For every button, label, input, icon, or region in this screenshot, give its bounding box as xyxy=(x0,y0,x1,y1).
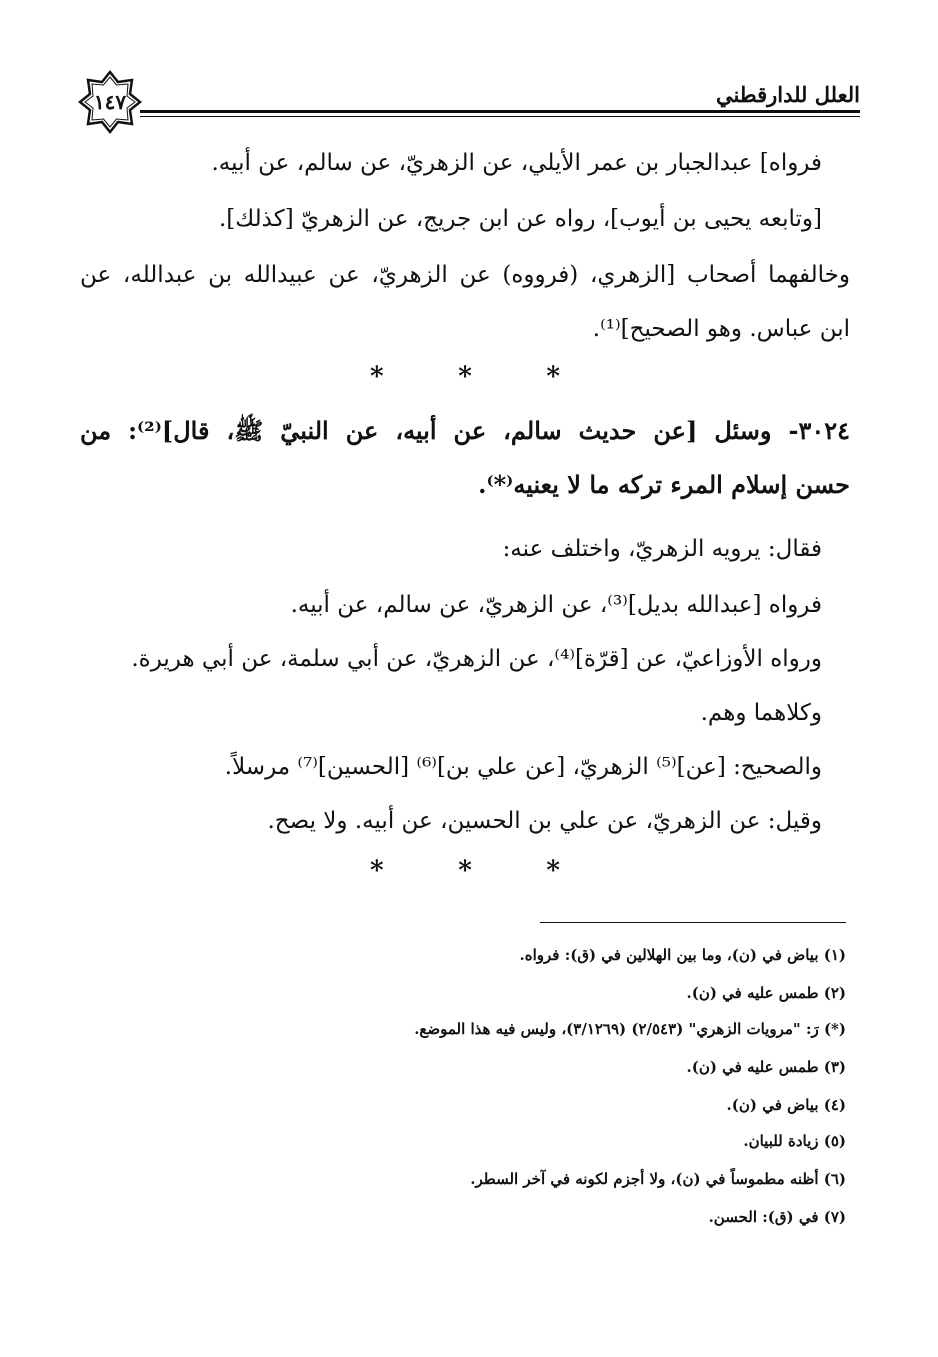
text-line: والصحيح: [عن]⁽⁵⁾ الزهريّ، [عن علي بن]⁽⁶⁾ [الحسين]⁽⁷⁾ مرسلاً. xyxy=(224,754,822,780)
text-line: فرواه [عبدالله بديل]⁽³⁾، عن الزهريّ، عن سالم، عن أبيه. xyxy=(290,592,822,618)
text-line: وخالفهما أصحاب [الزهري، (فرووه) عن الزهريّ، عن عبيدالله بن عبدالله، عن xyxy=(80,262,850,288)
star-mark: * xyxy=(458,362,472,392)
entry-heading-line: ٣٠٢٤- وسئل [عن حديث سالم، عن أبيه، عن النبيّ ﷺ، قال]⁽²⁾: من xyxy=(80,416,850,445)
footnote: (٧) في (ق): الحسن. xyxy=(708,1208,846,1226)
footnote: (٢) طمس عليه في (ن). xyxy=(686,984,846,1002)
star-mark: * xyxy=(370,362,384,392)
separator-stars xyxy=(370,856,560,886)
header-rule-thin xyxy=(140,116,860,117)
star-mark: * xyxy=(546,856,560,886)
text-line: ورواه الأوزاعيّ، عن [قرّة]⁽⁴⁾، عن الزهريّ، عن أبي سلمة، عن أبي هريرة. xyxy=(131,646,822,672)
text-line: ابن عباس. وهو الصحيح]⁽¹⁾. xyxy=(592,316,850,342)
star-mark: * xyxy=(370,856,384,886)
text-line: [وتابعه يحيى بن أيوب]، رواه عن ابن جريج، عن الزهريّ [كذلك]. xyxy=(219,206,822,232)
text-line: وكلاهما وهم. xyxy=(700,700,822,726)
separator-stars xyxy=(370,362,560,392)
footnote: (٣) طمس عليه في (ن). xyxy=(686,1058,846,1076)
footnote: (٥) زيادة للبيان. xyxy=(743,1132,846,1150)
text-line: فقال: يرويه الزهريّ، واختلف عنه: xyxy=(502,536,822,562)
star-mark: * xyxy=(546,362,560,392)
footnote: (١) بياض في (ن)، وما بين الهلالين في (ق): فرواه. xyxy=(519,946,846,964)
page-header xyxy=(78,70,860,130)
text-line: وقيل: عن الزهريّ، عن علي بن الحسين، عن أبيه. ولا يصح. xyxy=(267,808,822,834)
page-number: ١٤٧ xyxy=(93,90,127,114)
text-line: فرواه] عبدالجبار بن عمر الأيلي، عن الزهريّ، عن سالم، عن أبيه. xyxy=(211,150,822,176)
running-title: العلل للدارقطني xyxy=(716,82,860,107)
footnote: (٦) أظنه مطموساً في (ن)، ولا أجزم لكونه في آخر السطر. xyxy=(470,1170,846,1188)
footnote: (*) رَ: "مرويات الزهري" (٢/٥٤٣) (٣/١٢٦٩)، وليس فيه هذا الموضع. xyxy=(414,1020,846,1038)
header-rule xyxy=(140,110,860,113)
star-mark: * xyxy=(458,856,472,886)
footnote-rule xyxy=(540,922,846,923)
footnote: (٤) بياض في (ن). xyxy=(726,1096,846,1114)
entry-heading-line: حسن إسلام المرء تركه ما لا يعنيه⁽*⁾. xyxy=(478,470,850,499)
page-number-badge xyxy=(78,70,142,134)
